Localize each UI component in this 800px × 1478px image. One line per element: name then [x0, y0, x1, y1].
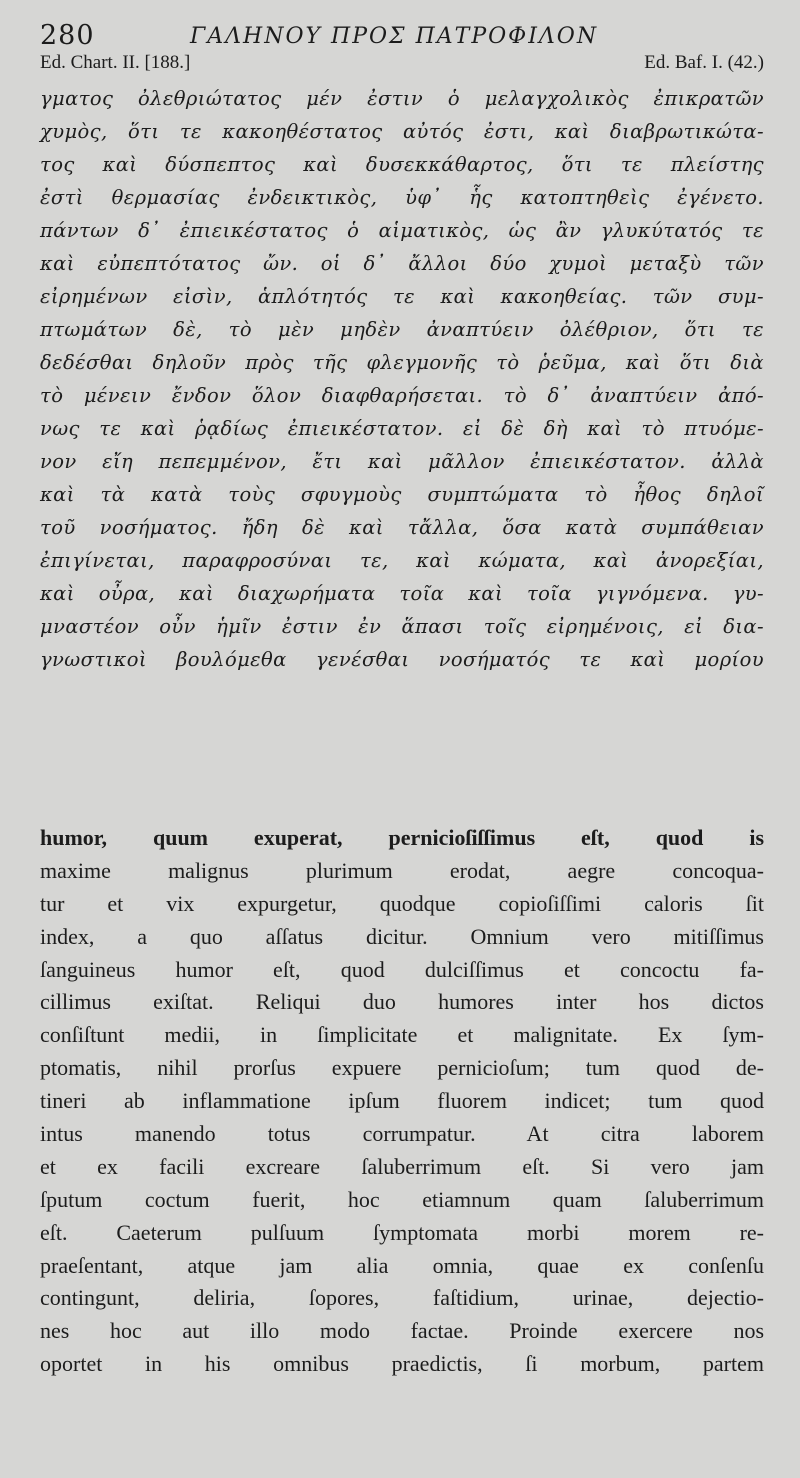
greek-line: καὶ οὖρα, καὶ διαχωρήματα τοῖα καὶ τοῖα γιγνόμενα. γυ- — [40, 582, 764, 605]
greek-line: χυμὸς, ὅτι τε κακοηθέστατος αὐτός ἐστι, καὶ διαβρωτικώτα- — [40, 120, 764, 143]
greek-line: γματος ὀλεθριώτατος μέν ἐστιν ὁ μελαγχολικὸς ἐπικρατῶν — [40, 87, 764, 110]
greek-line: μναστέον οὖν ἡμῖν ἐστιν ἐν ἅπασι τοῖς εἰρημένοις, εἰ δια- — [40, 615, 764, 638]
latin-line: oportet in his omnibus praedictis, ſi morbum, partem — [40, 1351, 764, 1377]
latin-line: humor, quum exuperat, pernicioſiſſimus eſt, quod is — [40, 825, 764, 850]
latin-line: conſiſtunt medii, in ſimplicitate et malignitate. Ex ſym- — [40, 1022, 764, 1048]
latin-line: tur et vix expurgetur, quodque copioſiſſimi caloris ſit — [40, 890, 764, 916]
greek-line: τοῦ νοσήματος. ἤδη δὲ καὶ τἄλλα, ὅσα κατὰ συμπάθειαν — [40, 516, 764, 539]
greek-line: τὸ μένειν ἔνδον ὅλον διαφθαρήσεται. τὸ δ᾿ ἀναπτύειν ἀπό- — [40, 384, 764, 407]
latin-line: intus manendo totus corrumpatur. At citra laborem — [40, 1121, 764, 1147]
latin-line: praeſentant, atque jam alia omnia, quae ex conſenſu — [40, 1252, 764, 1278]
greek-line: νον εἴη πεπεμμένον, ἔτι καὶ μᾶλλον ἐπιεικέστατον. ἀλλὰ — [40, 450, 764, 473]
greek-line: ἐπιγίνεται, παραφροσύναι τε, καὶ κώματα, καὶ ἀνορεξίαι, — [40, 549, 764, 572]
latin-line: et ex facili excreare ſaluberrimum eſt. Si vero jam — [40, 1153, 764, 1179]
greek-text-block — [40, 82, 764, 676]
latin-line: cillimus exiſtat. Reliqui duo humores inter hos dictos — [40, 989, 764, 1015]
greek-line: εἰρημένων εἰσὶν, ἁπλότητός τε καὶ κακοηθείας. τῶν συμ- — [40, 285, 764, 308]
latin-line: tineri ab inflammatione ipſum fluorem indicet; tum quod — [40, 1088, 764, 1114]
latin-line: nes hoc aut illo modo factae. Proinde exercere nos — [40, 1318, 764, 1344]
running-title: ΓΑΛΗΝΟΥ ΠΡΟΣ ΠΑΤΡΟΦΙΛΟΝ — [190, 24, 599, 49]
greek-line: καὶ εὐπεπτότατος ὤν. οἱ δ᾿ ἄλλοι δύο χυμοὶ μεταξὺ τῶν — [40, 252, 764, 275]
edition-ref-basel: Ed. Baf. I. (42.) — [644, 52, 764, 73]
latin-line: ſputum coctum fuerit, hoc etiamnum quam ſaluberrimum — [40, 1186, 764, 1212]
edition-ref-charter: Ed. Chart. II. [188.] — [40, 52, 191, 73]
latin-text-block — [40, 822, 764, 1381]
latin-line: ſanguineus humor eſt, quod dulciſſimus et concoctu fa- — [40, 956, 764, 982]
page-number: 280 — [40, 20, 95, 51]
latin-line: contingunt, deliria, ſopores, faſtidium, urinae, dejectio- — [40, 1285, 764, 1311]
greek-line: δεδέσθαι δηλοῦν πρὸς τῆς φλεγμονῆς τὸ ῥεῦμα, καὶ ὅτι διὰ — [40, 351, 764, 374]
edition-references — [40, 52, 764, 78]
latin-line: ptomatis, nihil prorſus expuere pernicioſum; tum quod de- — [40, 1055, 764, 1081]
greek-line: τος καὶ δύσπεπτος καὶ δυσεκκάθαρτος, ὅτι τε πλείστης — [40, 153, 764, 176]
latin-line: eſt. Caeterum pulſuum ſymptomata morbi morem re- — [40, 1219, 764, 1245]
greek-line: πτωμάτων δὲ, τὸ μὲν μηδὲν ἀναπτύειν ὀλέθριον, ὅτι τε — [40, 318, 764, 341]
running-head — [40, 14, 764, 52]
greek-line: νως τε καὶ ῥᾳδίως ἐπιεικέστατον. εἰ δὲ δὴ καὶ τὸ πτυόμε- — [40, 417, 764, 440]
greek-line: πάντων δ᾿ ἐπιεικέστατος ὁ αἱματικὸς, ὡς ἂν γλυκύτατός τε — [40, 219, 764, 242]
greek-line: γνωστικοὶ βουλόμεθα γενέσθαι νοσήματός τε καὶ μορίου — [40, 648, 764, 671]
latin-line: maxime malignus plurimum erodat, aegre concoqua- — [40, 857, 764, 883]
latin-line: index, a quo aſſatus dicitur. Omnium vero mitiſſimus — [40, 923, 764, 949]
greek-line: ἐστὶ θερμασίας ἐνδεικτικὸς, ὑφ᾿ ἧς κατοπτηθεὶς ἐγένετο. — [40, 186, 764, 209]
greek-line: καὶ τὰ κατὰ τοὺς σφυγμοὺς συμπτώματα τὸ ἦθος δηλοῖ — [40, 483, 764, 506]
